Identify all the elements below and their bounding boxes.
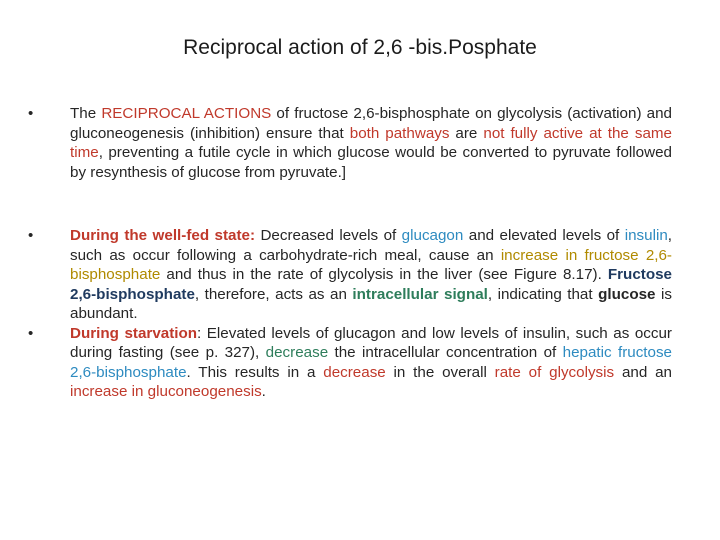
text-segment: . [261,383,266,400]
text-segment: . This results in a [186,363,324,381]
text-segment: gluconeogenesis [143,383,262,400]
text-segment: in the overall [385,363,495,381]
text-segment: During the well-fed state: [70,227,256,244]
text-segment: The [70,105,102,122]
bullet-text [70,324,672,402]
text-segment: decrease [265,344,329,361]
text-segment: of fructose 2,6-bisphosphate on glycolysis (activation) and gluconeogenesis (inhibition) ensure that [70,105,672,142]
text-segment: RECIPROCAL ACTIONS [101,105,272,122]
text-segment: rate of glycolysis [494,363,615,381]
bullet-text [70,104,672,182]
text-segment: is abundant. [70,285,672,322]
text-segment: , indicating that [487,285,599,303]
text-segment: insulin [624,227,668,244]
text-segment: both pathways [349,124,450,142]
bullet-group-1 [28,104,672,182]
text-segment: hepatic fructose 2,6-bisphosphate [70,344,672,381]
bullet-group-2 [28,226,672,402]
text-segment: During starvation [70,324,198,342]
text-segment: are [449,124,484,142]
text-segment: : Elevated levels of glucagon and low levels of insulin, such as occur during fasting (see p. 327), [70,324,672,361]
bullet-item [28,324,672,402]
bullet-item [28,104,672,182]
text-segment: , therefore, acts as an [194,285,353,303]
text-segment: intracellular signal [352,285,488,303]
text-segment: increase in [70,383,144,400]
bullet-dot-icon: • [28,324,34,342]
text-segment: , preventing a futile cycle in which glucose would be converted to pyruvate followed by resynthesis of glucose from pyruvate.] [70,144,672,181]
text-segment: and thus in the rate of glycolysis in the liver (see Figure 8.17). [160,266,608,283]
text-segment: glucagon [401,227,464,244]
text-segment: the intracellular concentration of [328,344,563,361]
text-segment: Fructose 2,6-bisphosphate [70,266,672,303]
text-segment: , such as occur following a carbohydrate-rich meal, cause an [70,227,672,264]
text-segment: decrease [323,363,386,381]
text-segment: and an [614,363,672,381]
slide-title: Reciprocal action of 2,6 -bis.Posphate [183,36,537,59]
bullet-dot-icon: • [28,105,34,122]
text-segment: glucose [598,285,656,303]
bullet-text [70,226,672,324]
text-segment: not fully active at the same time [70,124,672,161]
text-segment: Decreased levels of [255,227,402,244]
bullet-dot-icon: • [28,227,34,244]
text-segment: increase in fructose 2,6-bisphosphate [70,246,672,283]
text-segment: and elevated levels of [463,227,625,244]
bullet-item [28,226,672,324]
